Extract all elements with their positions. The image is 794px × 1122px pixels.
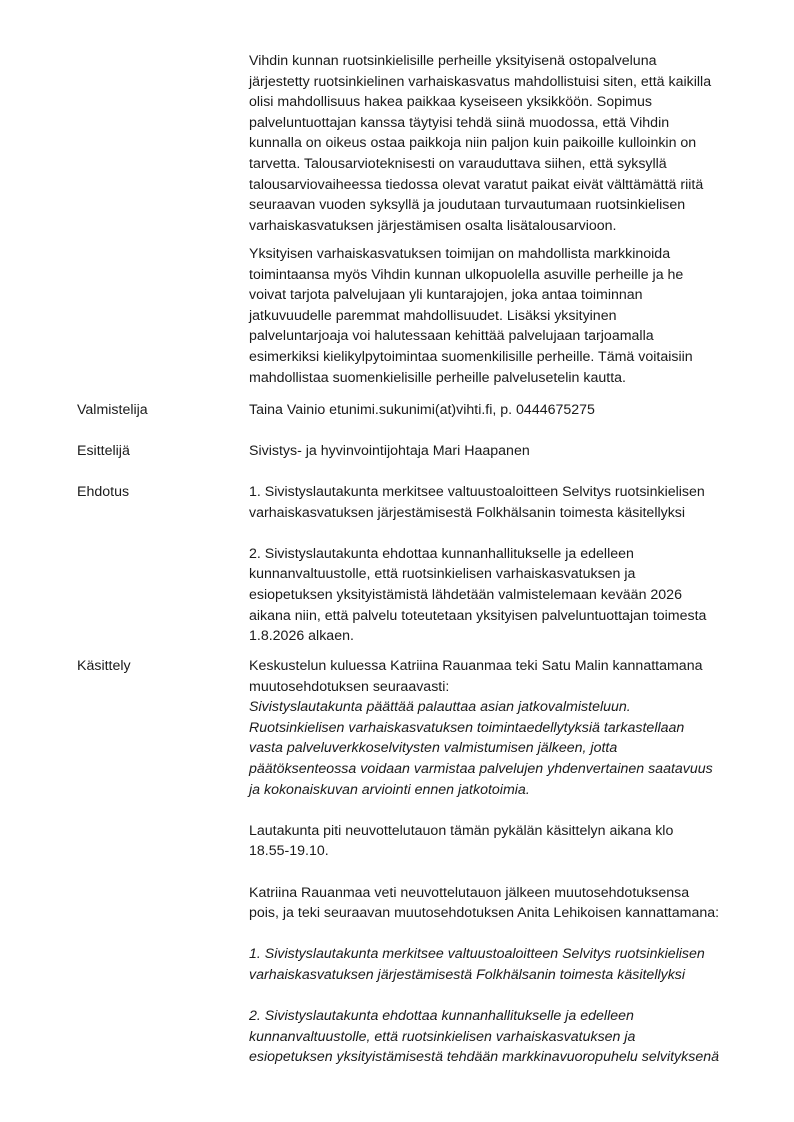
text-line: talousarviovaiheessa tiedossa olevat varatut paikat eivät välttämättä riitä <box>249 176 704 193</box>
valmistelija-value: Taina Vainio etunimi.sukunimi(at)vihti.fi, p. 0444675275 <box>249 402 595 418</box>
spacer <box>249 986 749 1007</box>
intro-paragraph-1 <box>249 51 749 236</box>
text-line: varhaiskasvatuksen järjestämisen osalta lisätalousarvioon. <box>249 217 617 234</box>
text-line: esiopetuksen yksityistämisestä tehdään markkinavuoropuhelu selvityksenä <box>249 1049 720 1066</box>
text-line: kunnalla on oikeus ostaa paikkoja niin paljon kuin paikoille kulloinkin on <box>249 135 697 152</box>
text-line: palveluntuottajan kanssa täytyisi tehdä siinä muodossa, että Vihdin <box>249 114 670 131</box>
text-line: kunnanvaltuustolle, että ruotsinkielisen varhaiskasvatuksen ja <box>249 1028 636 1045</box>
spacer <box>249 862 749 883</box>
text-line: 2. Sivistyslautakunta ehdottaa kunnanhallitukselle ja edelleen <box>249 545 634 562</box>
text-line: Sivistyslautakunta päättää palauttaa asian jatkovalmisteluun. <box>249 699 631 716</box>
intro-paragraph-2 <box>249 244 749 388</box>
valmistelija-label: Valmistelija <box>77 402 148 418</box>
text-line: Yksityisen varhaiskasvatuksen toimijan on mahdollista markkinoida <box>249 246 671 262</box>
text-line: 1.8.2026 alkaen. <box>249 628 354 645</box>
second-amendment-item-1 <box>249 944 749 985</box>
spacer <box>249 800 749 821</box>
text-line: esimerkiksi kielikylpytoimintaa suomenkilisille perheille. Tämä voitaisiin <box>249 348 693 365</box>
text-line: jatkuvuudelle paremmat mahdollisuudet. Lisäksi yksityinen <box>249 307 617 324</box>
text-line: varhaiskasvatuksen järjestämisestä Folkhälsanin toimesta käsitellyksi <box>249 966 686 983</box>
ehdotus-label: Ehdotus <box>77 484 130 500</box>
text-line: seuraavan vuoden syksyllä ja joudutaan turvautumaan ruotsinkielisen <box>249 197 686 214</box>
text-line: aikana niin, että palvelu toteutetaan yksityisen palveluntuottajan toimesta <box>249 607 707 624</box>
text-line: palveluntarjoaja voi halutessaan kehittää palvelujaan tarjoamalla <box>249 328 654 345</box>
text-line: 1. Sivistyslautakunta merkitsee valtuustoaloitteen Selvitys ruotsinkielisen <box>249 946 705 963</box>
ehdotus-item-2 <box>249 544 749 647</box>
spacer <box>249 924 749 945</box>
text-line: 18.55-19.10. <box>249 843 329 860</box>
first-amendment-proposal <box>249 697 749 800</box>
kasittely-label: Käsittely <box>77 658 131 674</box>
text-line: toimintaansa myös Vihdin kunnan ulkopuolella asuville perheille ja he <box>249 266 684 283</box>
esittelija-value: Sivistys- ja hyvinvointijohtaja Mari Haapanen <box>249 443 530 459</box>
text-line: Vihdin kunnan ruotsinkielisille perheille yksityisenä ostopalveluna <box>249 53 657 69</box>
withdrawal-note <box>249 883 749 924</box>
text-line: voivat tarjota palvelujaan yli kuntarajojen, joka antaa toiminnan <box>249 287 643 304</box>
text-line: kunnanvaltuustolle, että ruotsinkielisen varhaiskasvatuksen ja <box>249 566 636 583</box>
kasittely-intro <box>249 656 749 697</box>
text-line: järjestetty ruotsinkielinen varhaiskasvatus mahdollistuisi siten, että kaikilla <box>249 73 712 90</box>
text-line: Lautakunta piti neuvottelutauon tämän pykälän käsittelyn aikana klo <box>249 822 674 839</box>
text-line: olisi mahdollisuus hakea paikkaa kyseiseen yksikköön. Sopimus <box>249 94 652 111</box>
text-line: esiopetuksen yksityistämistä lähdetään valmistelemaan kevään 2026 <box>249 586 682 603</box>
break-note <box>249 821 749 862</box>
second-amendment-item-2 <box>249 1006 749 1068</box>
text-line: Katriina Rauanmaa veti neuvottelutauon jälkeen muutosehdotuksensa <box>249 884 690 901</box>
text-line: pois, ja teki seuraavan muutosehdotuksen Anita Lehikoisen kannattamana: <box>249 905 720 922</box>
ehdotus-content <box>249 482 749 647</box>
text-line: Ruotsinkielisen varhaiskasvatuksen toimintaedellytyksiä tarkastellaan <box>249 719 685 736</box>
kasittely-content <box>249 656 749 1068</box>
text-line: 1. Sivistyslautakunta merkitsee valtuustoaloitteen Selvitys ruotsinkielisen <box>249 484 705 500</box>
text-line: vasta palveluverkkoselvitysten valmistumisen jälkeen, jotta <box>249 740 618 757</box>
text-line: Keskustelun kuluessa Katriina Rauanmaa teki Satu Malin kannattamana <box>249 658 703 674</box>
text-line: ja kokonaiskuvan arviointi ennen jatkotoimia. <box>249 781 530 798</box>
text-line: 2. Sivistyslautakunta ehdottaa kunnanhallitukselle ja edelleen <box>249 1008 634 1025</box>
text-line: tarvetta. Talousarvioteknisesti on varauduttava siihen, että syksyllä <box>249 155 667 172</box>
ehdotus-item-1 <box>249 482 749 523</box>
text-line: varhaiskasvatuksen järjestämisestä Folkhälsanin toimesta käsitellyksi <box>249 504 686 521</box>
esittelija-label: Esittelijä <box>77 443 130 459</box>
text-line: mahdollistaa suomenkielisille perheille palvelusetelin kautta. <box>249 369 626 386</box>
text-line: päätöksenteossa voidaan varmistaa palvelujen yhdenvertainen saatavuus <box>249 760 713 777</box>
text-line: muutosehdotuksen seuraavasti: <box>249 678 450 695</box>
spacer <box>249 523 749 544</box>
